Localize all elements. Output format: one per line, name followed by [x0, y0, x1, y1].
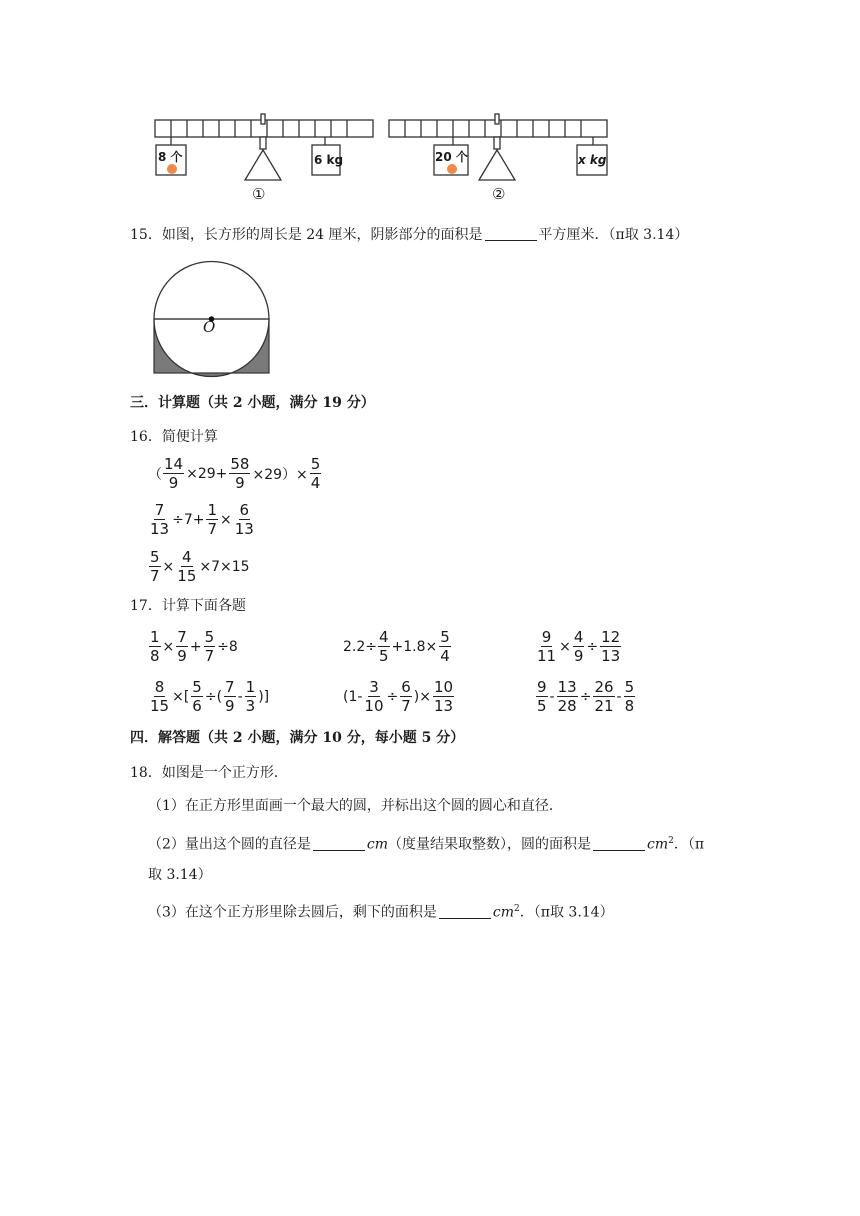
balance-right-weight-label: 20 个: [435, 150, 468, 164]
question-18-title: 18．如图是一个正方形．: [130, 765, 288, 781]
q17-expression-a: $\frac{1}{8}$ × $\frac{7}{9}$ + $\frac{5}{7}$ ÷8: [150, 628, 238, 665]
q18-part-2: （2）量出这个圆的直径是 cm（度量结果取整数），圆的面积是 $cm^2$．（π: [148, 836, 705, 853]
balance-left-right-label: 6 kg: [314, 153, 344, 167]
balance-right-caption: ②: [492, 185, 506, 203]
q16-expression-2: $\frac{7}{13}$ ÷7+ $\frac{1}{7}$ × $\frac{6}{13}$: [150, 501, 254, 538]
q17-expression-b: 2.2÷ $\frac{4}{5}$ +1.8× $\frac{5}{4}$: [343, 628, 450, 665]
q18-part-3: （3）在这个正方形里除去圆后，剩下的面积是 $cm^2$．（π取 3.14）: [148, 904, 614, 921]
balance-figures: [150, 112, 620, 210]
balance-right: [389, 114, 607, 180]
question-15: [130, 225, 688, 245]
q16-expression-3: $\frac{5}{7}$ × $\frac{4}{15}$ ×7×15: [150, 548, 250, 585]
q15-text-after: 平方厘米．（π取 3.14）: [538, 227, 689, 243]
q18-part-1: （1）在正方形里面画一个最大的圆，并标出这个圆的圆心和直径．: [148, 798, 563, 814]
area-blank[interactable]: [593, 836, 645, 851]
question-16-title: 16．简便计算: [130, 429, 218, 445]
remaining-area-blank[interactable]: [439, 904, 491, 919]
balance-left-caption: ①: [252, 185, 266, 203]
q18-part-2-continued: 取 3.14）: [148, 867, 212, 883]
q17-expression-f: $\frac{9}{5}$ - $\frac{13}{28}$ ÷ $\frac{26}{21}$ - $\frac{5}{8}$: [537, 678, 635, 715]
q17-expression-c: $\frac{9}{11}$ × $\frac{4}{9}$ ÷ $\frac{12}{13}$: [537, 628, 621, 665]
q17-expression-d: $\frac{8}{15}$ ×[ $\frac{5}{6}$ ÷( $\frac{7}{9}$ - $\frac{1}{3}$ )]: [150, 678, 270, 715]
diameter-blank[interactable]: [313, 836, 365, 851]
section-4-title: 四．解答题（共 2 小题，满分 10 分，每小题 5 分）: [130, 730, 465, 746]
balance-left-weight-label: 8 个: [158, 150, 183, 164]
q17-expression-e: (1- $\frac{3}{10}$ ÷ $\frac{6}{7}$ )× $\frac{10}{13}$: [343, 678, 454, 715]
balance-left: [155, 114, 373, 180]
q16-expression-1: （ $\frac{14}{9}$ ×29+ $\frac{58}{9}$ ×29）× $\frac{5}{4}$: [148, 455, 321, 492]
q15-text-before: 15．如图，长方形的周长是 24 厘米，阴影部分的面积是: [130, 227, 483, 243]
question-17-title: 17．计算下面各题: [130, 598, 246, 614]
answer-blank[interactable]: [485, 226, 537, 241]
balance-right-right-label: x kg: [578, 153, 607, 167]
section-3-title: 三．计算题（共 2 小题，满分 19 分）: [130, 395, 375, 411]
center-label: O: [203, 318, 216, 336]
